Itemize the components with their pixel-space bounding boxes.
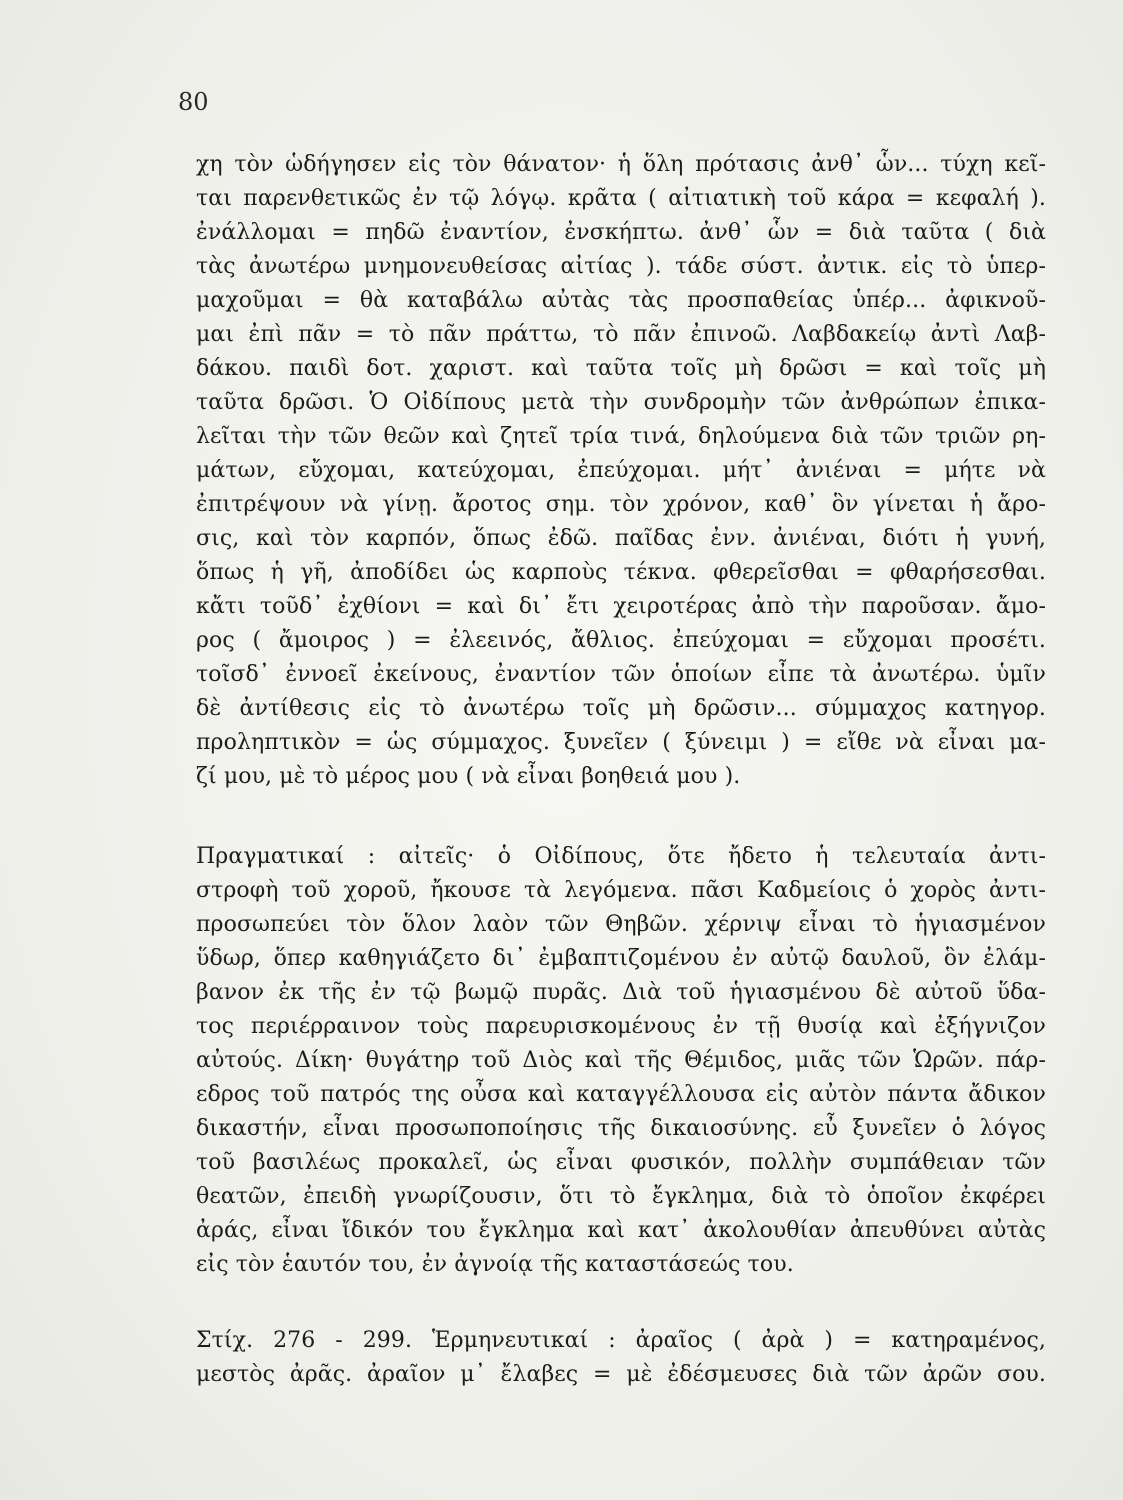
text-line: τοῦ βασιλέως προκαλεῖ, ὡς εἶναι φυσικόν, πολλὴν συμπάθειαν τῶν [196,1150,1046,1175]
paragraph-verses [196,1324,1046,1392]
text-line: ταῦτα δρῶσι. Ὁ Οἰδίπους μετὰ τὴν συνδρομὴν τῶν ἀνθρώπων ἐπικα- [196,390,1046,415]
text-line: Στίχ. 276 - 299. Ἑρμηνευτικαί : ἀραῖος ( ἀρὰ ) = κατηραμένος, [196,1328,1046,1353]
text-line: ρος ( ἄμοιρος ) = ἐλεεινός, ἄθλιος. ἐπεύχομαι = εὔχομαι προσέτι. [196,628,1046,653]
text-line: τοῖσδ᾽ ἐννοεῖ ἐκείνους, ἐναντίον τῶν ὁποίων εἶπε τὰ ἀνωτέρω. ὑμῖν [196,662,1046,687]
text-line: μάτων, εὔχομαι, κατεύχομαι, ἐπεύχομαι. μήτ᾽ ἀνιέναι = μήτε νὰ [196,458,1046,483]
text-line: προληπτικὸν = ὡς σύμμαχος. ξυνεῖεν ( ξύνειμι ) = εἴθε νὰ εἶναι μα- [196,730,1046,755]
text-line: ὕδωρ, ὅπερ καθηγιάζετο δι᾽ ἐμβαπτιζομένου ἐν αὐτῷ δαυλοῦ, ὃν ἐλάμ- [196,946,1046,971]
text-line: αὐτούς. Δίκη· θυγάτηρ τοῦ Διὸς καὶ τῆς Θέμιδος, μιᾶς τῶν Ὡρῶν. πάρ- [196,1048,1046,1073]
text-line: θεατῶν, ἐπειδὴ γνωρίζουσιν, ὅτι τὸ ἔγκλημα, διὰ τὸ ὁποῖον ἐκφέρει [196,1184,1046,1209]
text-line: δάκου. παιδὶ δοτ. χαριστ. καὶ ταῦτα τοῖς μὴ δρῶσι = καὶ τοῖς μὴ [196,356,1046,381]
text-line: εἰς τὸν ἑαυτόν του, ἐν ἀγνοίᾳ τῆς καταστάσεώς του. [196,1252,794,1277]
paragraph-commentary [196,148,1046,794]
text-line: χη τὸν ὡδήγησεν εἰς τὸν θάνατον· ἡ ὅλη πρότασις ἀνθ᾽ ὧν... τύχη κεῖ- [196,152,1046,177]
text-line: μεστὸς ἀρᾶς. ἀραῖον μ᾽ ἔλαβες = μὲ ἐδέσμευσες διὰ τῶν ἀρῶν σου. [196,1362,1046,1387]
text-line: ἀράς, εἶναι ἴδικόν του ἔγκλημα καὶ κατ᾽ ἀκολουθίαν ἀπευθύνει αὐτὰς [196,1218,1046,1243]
text-line: τος περιέρραινον τοὺς παρευρισκομένους ἐν τῇ θυσίᾳ καὶ ἐξήγνιζον [196,1014,1046,1039]
text-line: προσωπεύει τὸν ὅλον λαὸν τῶν Θηβῶν. χέρνιψ εἶναι τὸ ἡγιασμένον [196,912,1046,937]
text-line: δὲ ἀντίθεσις εἰς τὸ ἀνωτέρω τοῖς μὴ δρῶσιν... σύμμαχος κατηγορ. [196,696,1046,721]
text-line: μαι ἐπὶ πᾶν = τὸ πᾶν πράττω, τὸ πᾶν ἐπινοῶ. Λαβδακείῳ ἀντὶ Λαβ- [196,322,1046,347]
text-line: Πραγματικαί : αἰτεῖς· ὁ Οἰδίπους, ὅτε ἤδετο ἡ τελευταία ἀντι- [196,844,1046,869]
text-line: ται παρενθετικῶς ἐν τῷ λόγῳ. κρᾶτα ( αἰτιατικὴ τοῦ κάρα = κεφαλή ). [196,186,1046,211]
text-line: ὅπως ἡ γῆ, ἀποδίδει ὡς καρποὺς τέκνα. φθερεῖσθαι = φθαρήσεσθαι. [196,560,1046,585]
text-line: ζί μου, μὲ τὸ μέρος μου ( νὰ εἶναι βοηθειά μου ). [196,764,741,789]
text-line: λεῖται τὴν τῶν θεῶν καὶ ζητεῖ τρία τινά, δηλούμενα διὰ τῶν τριῶν ρη- [196,424,1046,449]
text-line: μαχοῦμαι = θὰ καταβάλω αὐτὰς τὰς προσπαθείας ὑπέρ... ἀφικνοῦ- [196,288,1046,313]
text-line: βανον ἐκ τῆς ἐν τῷ βωμῷ πυρᾶς. Διὰ τοῦ ἡγιασμένου δὲ αὐτοῦ ὕδα- [196,980,1046,1005]
text-line: σις, καὶ τὸν καρπόν, ὅπως ἐδῶ. παῖδας ἐνν. ἀνιέναι, διότι ἡ γυνή, [196,526,1046,551]
text-line: ἐπιτρέψουν νὰ γίνῃ. ἄροτος σημ. τὸν χρόνον, καθ᾽ ὃν γίνεται ἡ ἄρο- [196,492,1046,517]
page-number: 80 [178,88,209,116]
paragraph-pragmatikai [196,840,1046,1282]
text-line: κἄτι τοῦδ᾽ ἐχθίονι = καὶ δι᾽ ἔτι χειροτέρας ἀπὸ τὴν παροῦσαν. ἄμο- [196,594,1046,619]
text-line: στροφὴ τοῦ χοροῦ, ἤκουσε τὰ λεγόμενα. πᾶσι Καδμείοις ὁ χορὸς ἀντι- [196,878,1046,903]
text-line: ἐνάλλομαι = πηδῶ ἐναντίον, ἐνσκήπτω. ἀνθ᾽ ὧν = διὰ ταῦτα ( διὰ [196,220,1046,245]
text-line: τὰς ἀνωτέρω μνημονευθείσας αἰτίας ). τάδε σύστ. ἀντικ. εἰς τὸ ὑπερ- [196,254,1046,279]
text-line: εδρος τοῦ πατρός της οὖσα καὶ καταγγέλλουσα εἰς αὐτὸν πάντα ἄδικον [196,1082,1046,1107]
text-line: δικαστήν, εἶναι προσωποποίησις τῆς δικαιοσύνης. εὖ ξυνεῖεν ὁ λόγος [196,1116,1046,1141]
